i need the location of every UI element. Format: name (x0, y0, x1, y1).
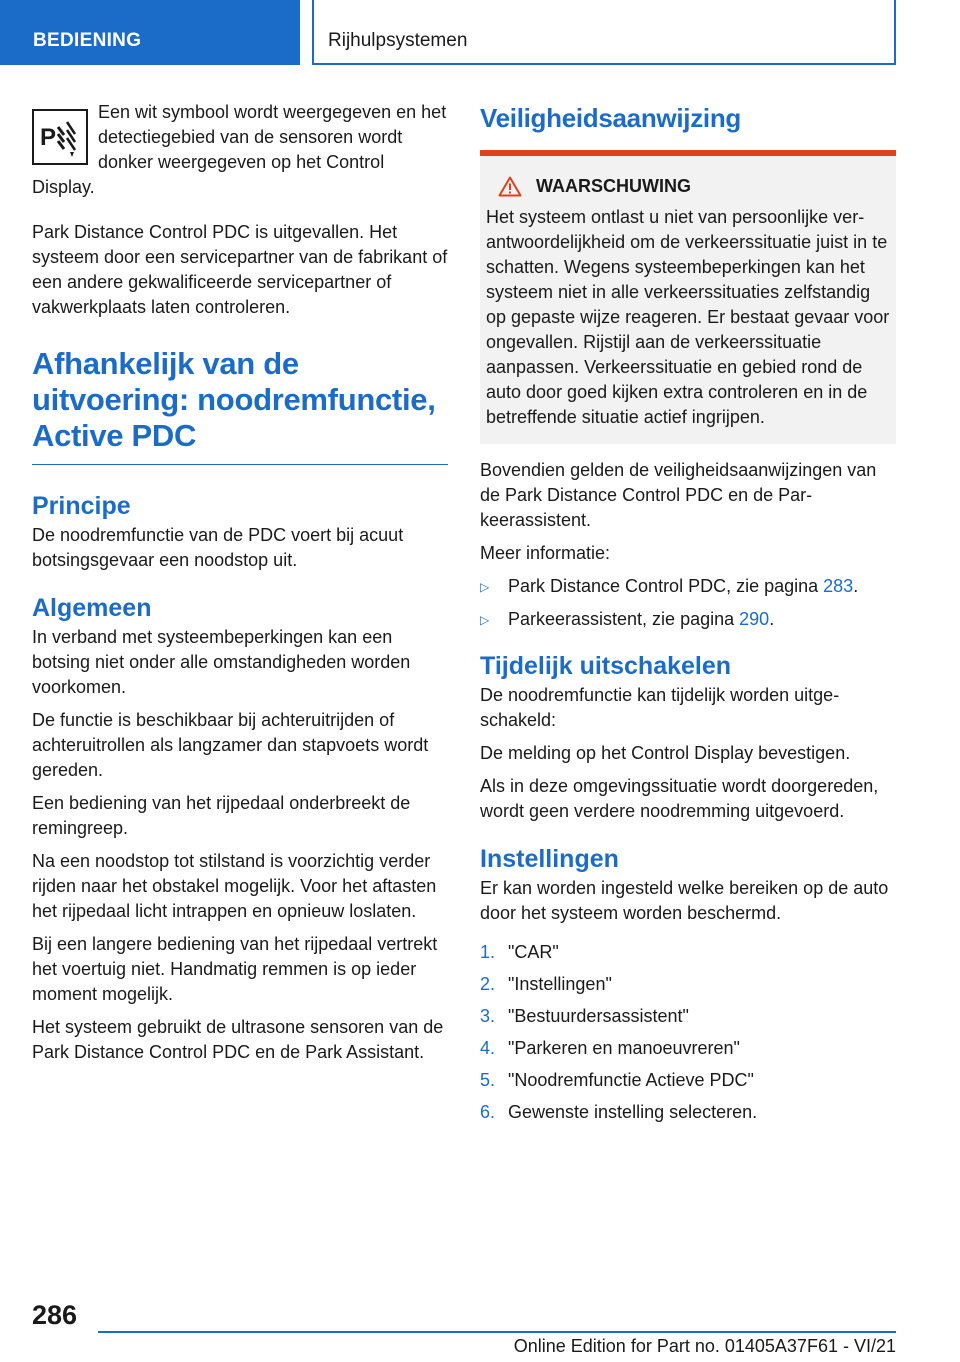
safety-heading: Veiligheidsaanwijzing (480, 100, 896, 156)
principe-text: De noodremfunctie van de PDC voert bij acuut botsingsgevaar een noodstop uit. (32, 525, 404, 570)
step-item: 1. "CAR" (480, 942, 559, 962)
right-column (480, 100, 896, 1132)
warning-box (480, 156, 896, 444)
more-info-label: Meer informatie: (480, 543, 611, 563)
warning-label: WAARSCHUWING (536, 176, 691, 196)
warning-title (486, 174, 890, 199)
chapter-title-box (312, 0, 896, 65)
reference-end: . (853, 576, 859, 596)
bullet-marker-icon: ▷ (480, 580, 490, 594)
svg-text:P: P (40, 124, 57, 151)
algemeen-paragraph-1: In verband met systeembeperkingen kan een botsing niet onder alle omstandigheden worden voorkomen. (32, 627, 411, 697)
step-item: 3. "Bestuurdersassistent" (480, 1006, 689, 1026)
settings-steps (480, 940, 896, 1125)
failure-text: Park Distance Control PDC is uitgevallen. Het systeem door een servicepartner van de fabrikant of een andere gekwalificeerde servicepartner of vakwerkplaats laten controleren. (32, 222, 448, 317)
left-column (32, 100, 448, 1073)
algemeen-paragraph-2: De functie is beschikbaar bij achteruitrijden of achteruitrollen als langzamer dan stapvoets wordt gereden. (32, 710, 429, 780)
settings-heading: Instellingen (480, 845, 619, 873)
step-item: 2. "Instellingen" (480, 974, 612, 994)
reference-text: Parkeerassistent, zie pagina (508, 609, 740, 629)
settings-intro: Er kan worden ingesteld welke bereiken op de auto door het systeem worden beschermd. (480, 878, 889, 923)
intro-paragraph (32, 100, 448, 200)
also-apply-text: Bovendien gelden de veiligheidsaanwijzingen van de Park Distance Control PDC en de Parkeerassistent. (480, 460, 877, 530)
disable-heading: Tijdelijk uitschakelen (480, 652, 732, 680)
algemeen-paragraph-3: Een bediening van het rijpedaal onderbreekt de remingreep. (32, 793, 411, 838)
section-heading: Afhankelijk van de uitvoering: noodremfunctie, Active PDC (32, 346, 448, 465)
algemeen-paragraph-6: Het systeem gebruikt de ultrasone sensoren van de Park Distance Control PDC en de Park Assistant. (32, 1017, 444, 1062)
reference-item (480, 607, 896, 633)
intro-text: Een wit symbool wordt weergegeven en het detectiegebied van de sensoren wordt donker weergegeven op het Control Display. (32, 102, 447, 197)
disable-paragraph-2: De melding op het Control Display bevestigen. (480, 743, 851, 763)
page-number: 286 (32, 1300, 78, 1330)
step-item: 5. "Noodremfunctie Actieve PDC" (480, 1070, 754, 1090)
reference-item (480, 574, 896, 600)
algemeen-heading: Algemeen (32, 594, 152, 622)
warning-text: Het systeem ontlast u niet van persoonlijke verantwoordelijkheid om de verkeerssituatie juist in te schatten. Wegens systeembeperkingen kan het systeem niet in alle verkeerssituaties zelfstandig op gepaste wijze reageren. Er bestaat gevaar voor ongevallen. Rijstijl aan de verkeerssituatie aanpassen. Verkeerssituatie en gebied rond de auto door goed kijken extra controleren en in de betreffende situatie actief ingrijpen. (486, 207, 890, 427)
algemeen-paragraph-5: Bij een langere bediening van het rijpedaal vertrekt het voertuig niet. Handmatig remmen is op ieder moment mogelijk. (32, 934, 438, 1004)
chapter-label: Rijhulpsystemen (328, 30, 468, 51)
disable-paragraph-3: Als in deze omgevingssituatie wordt doorgereden, wordt geen verdere noodremming uitgevoerd. (480, 776, 879, 821)
page-link-283[interactable]: 283 (823, 576, 854, 596)
warning-triangle-icon (498, 176, 522, 197)
algemeen-paragraph-4: Na een noodstop tot stilstand is voorzichtig verder rijden naar het obstakel mogelijk. Voor het aftasten het rijpedaal licht intrappen en opnieuw loslaten. (32, 851, 437, 921)
reference-end: . (769, 609, 775, 629)
disable-paragraph-1: De noodremfunctie kan tijdelijk worden uitgeschakeld: (480, 685, 840, 730)
reference-text: Park Distance Control PDC, zie pagina (508, 576, 824, 596)
page-link-290[interactable]: 290 (739, 609, 770, 629)
section-label: BEDIENING (33, 30, 142, 51)
pdc-symbol-icon (32, 109, 88, 165)
principe-heading: Principe (32, 492, 131, 520)
step-item: 6. Gewenste instelling selecteren. (480, 1102, 758, 1122)
bullet-marker-icon: ▷ (480, 613, 490, 627)
chapter-tab[interactable] (0, 0, 300, 65)
step-item: 4. "Parkeren en manoeuvreren" (480, 1038, 740, 1058)
footer-edition: Online Edition for Part no. 01405A37F61 - VI/21 (513, 1336, 896, 1356)
